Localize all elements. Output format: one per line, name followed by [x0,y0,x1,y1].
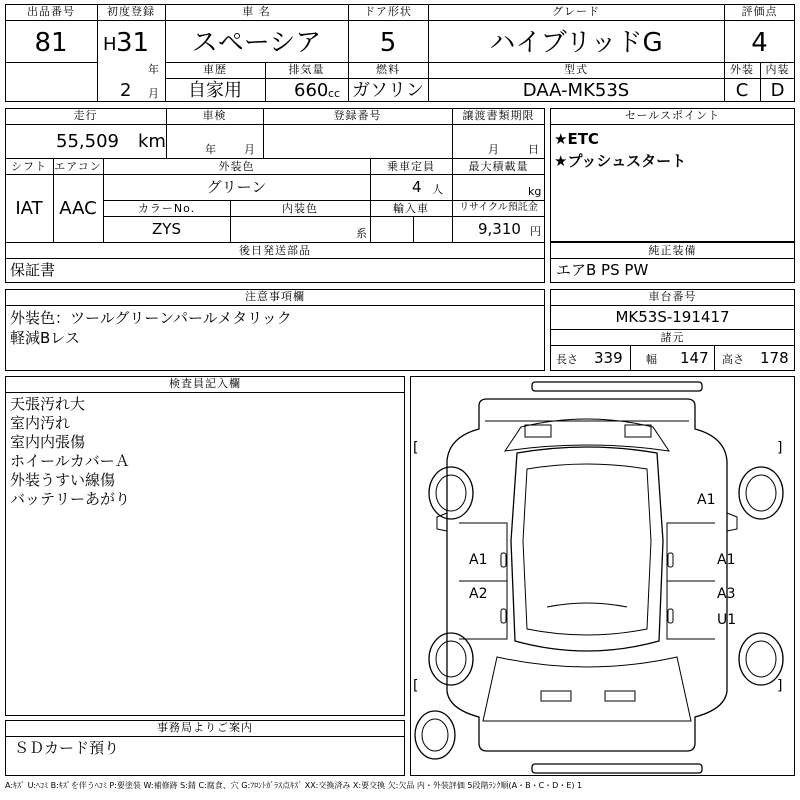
car-name: スペーシア [191,28,322,58]
intcolor-unit: 系 [356,227,367,240]
score: 4 [751,28,768,58]
bracket-right: ] [777,440,783,456]
damage-mark-a1: A1 [717,552,736,568]
shift-label: シフト [11,160,47,173]
grade: ハイブリッドG [489,28,663,58]
int-score: D [770,80,785,101]
fuel: ガソリン [352,80,424,101]
damage-mark-a1: A1 [697,492,716,508]
regno-label: 登録番号 [333,109,382,122]
ext-score: C [735,80,749,101]
transfer-month-unit: 月 [488,143,499,156]
inspector-line: バッテリーあがり [10,490,131,508]
later-parts-label: 後日発送部品 [239,244,311,257]
inspector-label: 検査員記入欄 [169,377,241,390]
import-label: 輸入車 [393,202,429,215]
inspector-line: 室内内張傷 [10,433,86,451]
height: 178 [760,349,789,367]
transfer-day-unit: 日 [528,143,539,156]
selling-points-section [550,108,795,242]
equipment-label: 純正装備 [648,244,697,257]
recycle-label: リサイクル預託金 [459,202,538,213]
recycle-deposit: 9,310 [478,220,521,238]
score-label: 評価点 [741,5,778,18]
colorno-label: カラーNo. [137,202,196,215]
damage-diagram [410,376,795,776]
inspector-line: 天張汚れ大 [10,395,86,413]
damage-mark-a2: A2 [469,586,488,602]
inspector-line: 外装うすい線傷 [10,471,116,489]
history-label: 車歴 [203,63,227,76]
fuel-label: 燃料 [376,63,400,76]
mileage-unit: km [138,131,166,152]
bracket-right: ] [777,678,783,694]
lot-label: 出品番号 [27,5,75,18]
damage-mark-u1: U1 [717,612,737,628]
color-label: 外装色 [218,160,255,173]
color: グリーン [206,178,267,196]
note-line: 軽減Bレス [10,329,80,347]
width: 147 [680,349,709,367]
chassis-number: MK53S-191417 [615,308,730,326]
shift: IAT [15,198,43,219]
ac-label: エアコン [54,160,102,173]
door-label: ドア形状 [364,5,412,18]
capacity-label: 乗車定員 [387,160,435,173]
office-label: 事務局よりご案内 [157,721,253,734]
specs-label: 諸元 [660,331,685,344]
selling-points-label: セールスポイント [624,109,720,122]
intcolor-label: 内装色 [282,202,318,215]
inspector-line: 室内汚れ [10,414,71,432]
grade-label: グレード [552,5,600,18]
year-unit: 年 [148,63,159,76]
inspection-year-unit: 年 [205,143,216,156]
legend: A:ｷｽﾞ U:ﾍｺﾐ B:ｷｽﾞを伴うﾍｺﾐ P:要塗装 W:補修跡 S:錆 C:腐食、穴 G:ﾌﾛﾝﾄｶﾞﾗｽ点ｷｽﾞ XX:交換済み X:要交換 欠:欠品 内・外装評価 5段階ﾗﾝｸ順(A・B・C・D・E) 1 [5,781,583,790]
load-label: 最大積載量 [468,160,529,173]
displacement-unit: cc [328,87,341,100]
era: H [103,34,117,55]
inspection-month-unit: 月 [244,143,255,156]
history: 自家用 [188,80,242,101]
reg-month: 2 [120,80,132,101]
displacement: 660 [294,80,329,101]
lot-number: 81 [34,28,68,58]
bracket-left: [ [413,440,419,456]
length-label: 長さ [556,353,578,366]
length: 339 [594,349,623,367]
equipment: エアB PS PW [556,261,649,279]
selling-point: ★プッシュスタート [554,152,687,170]
displacement-label: 排気量 [288,63,325,76]
note-line: 外装色：ツールグリーンパールメタリック [10,309,292,327]
door-type: 5 [379,28,397,58]
inspector-line: ホイールカバーＡ [10,452,130,470]
mileage: 55,509 [56,131,119,152]
chassis-label: 車台番号 [648,290,697,303]
damage-mark-a3: A3 [717,586,736,602]
ac: AAC [59,198,97,219]
load-unit: kg [528,185,542,198]
first-reg-label: 初度登録 [107,5,155,18]
damage-mark-a1: A1 [469,552,488,568]
car-outline-diagram [411,377,794,775]
reg-year: 31 [116,28,150,58]
width-label: 幅 [646,353,657,366]
capacity: 4 [412,178,422,196]
month-unit: 月 [148,87,159,100]
model-code: DAA-MK53S [522,80,630,101]
office-note: ＳＤカード預り [14,739,120,757]
capacity-unit: 人 [432,183,443,196]
car-name-label: 車 名 [242,5,271,18]
bracket-left: [ [413,678,419,694]
recycle-unit: 円 [530,225,541,238]
int-score-label: 内装 [765,63,790,76]
colorno: ZYS [152,220,181,238]
transfer-label: 譲渡書類期限 [462,109,535,122]
ext-score-label: 外装 [730,63,754,76]
inspection-label: 車検 [202,109,227,122]
later-parts: 保証書 [10,261,56,279]
selling-point: ★ETC [554,130,599,148]
height-label: 高さ [722,353,744,366]
mileage-label: 走行 [73,109,98,122]
notes-label: 注意事項欄 [245,290,305,303]
model-label: 型式 [564,63,588,76]
